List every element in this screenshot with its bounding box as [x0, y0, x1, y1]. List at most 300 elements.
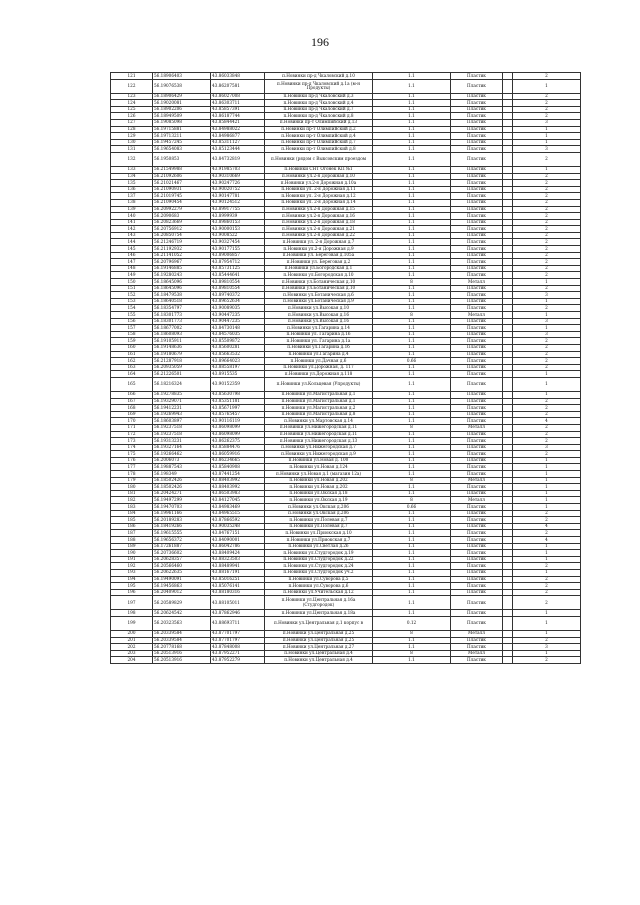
- longitude-cell: 43.84767151: [211, 530, 265, 537]
- volume-cell: 8: [373, 497, 451, 504]
- material-cell: Пластик: [451, 106, 503, 113]
- empty-cell: [503, 126, 513, 133]
- count-cell: 1: [513, 630, 581, 637]
- material-cell: Пластик: [451, 246, 503, 253]
- latitude-cell: 56.18301773: [153, 312, 211, 319]
- table-row: [111, 405, 581, 412]
- longitude-cell: 43.85671997: [211, 405, 265, 412]
- address-cell: п.Новинки ул.Новая д. 100: [265, 457, 373, 464]
- table-row: [111, 497, 581, 504]
- address-cell: п.Новинки ул. 2-я Дорожная д.7: [265, 239, 373, 246]
- empty-cell: [503, 657, 513, 664]
- table-row: [111, 444, 581, 451]
- address-cell: п.Новинки ул.2-я Дорожная д.21: [265, 226, 373, 233]
- material-cell: Пластик: [451, 589, 503, 596]
- address-cell: п.Новинки ул.Приокская д.7: [265, 537, 373, 544]
- volume-cell: 1.1: [373, 517, 451, 524]
- empty-cell: [503, 279, 513, 286]
- latitude-cell: 56.21019745: [153, 193, 211, 200]
- address-cell: п.Новинки ул.Ботаническая д.9: [265, 298, 373, 305]
- longitude-cell: 43.89860153: [211, 219, 265, 226]
- address-cell: п.Новинки ул.Нижегородская д.7: [265, 444, 373, 451]
- count-cell: 4: [513, 523, 581, 530]
- volume-cell: 0.66: [373, 504, 451, 511]
- latitude-cell: 56.20624542: [153, 610, 211, 617]
- page-number: 196: [311, 35, 329, 49]
- material-cell: Пластик: [451, 537, 503, 544]
- material-cell: Пластик: [451, 272, 503, 279]
- row-number-cell: 172: [111, 431, 153, 438]
- row-number-cell: 185: [111, 517, 153, 524]
- count-cell: 2: [513, 411, 581, 418]
- material-cell: Пластик: [451, 298, 503, 305]
- address-cell: п.Новинки ул.Нижегородская д.11: [265, 431, 373, 438]
- material-cell: Пластик: [451, 252, 503, 259]
- volume-cell: 1.1: [373, 418, 451, 425]
- longitude-cell: 43.87952271: [211, 650, 265, 657]
- row-number-cell: 140: [111, 213, 153, 220]
- volume-cell: 1.1: [373, 351, 451, 358]
- empty-cell: [503, 377, 513, 391]
- latitude-cell: 56.19237518: [153, 431, 211, 438]
- count-cell: 2: [513, 246, 581, 253]
- longitude-cell: 43.88105011: [211, 596, 265, 610]
- volume-cell: 1.1: [373, 265, 451, 272]
- address-cell: п.Новинки ул.Студгородок д.19: [265, 550, 373, 557]
- material-cell: Пластик: [451, 351, 503, 358]
- count-cell: 1: [513, 139, 581, 146]
- table-row: [111, 199, 581, 206]
- table-row: [111, 596, 581, 610]
- latitude-cell: 56.1950853: [153, 152, 211, 166]
- longitude-cell: 43.90177155: [211, 246, 265, 253]
- longitude-cell: 43.86098099: [211, 431, 265, 438]
- table-row: [111, 298, 581, 305]
- empty-cell: [503, 444, 513, 451]
- volume-cell: 1.1: [373, 569, 451, 576]
- count-cell: 2: [513, 637, 581, 644]
- empty-cell: [503, 173, 513, 180]
- row-number-cell: 121: [111, 73, 153, 80]
- empty-cell: [503, 193, 513, 200]
- latitude-cell: 56.18502426: [153, 484, 211, 491]
- longitude-cell: 43.89664023: [211, 358, 265, 365]
- volume-cell: 1.1: [373, 199, 451, 206]
- row-number-cell: 164: [111, 371, 153, 378]
- volume-cell: 8: [373, 279, 451, 286]
- address-cell: п.Новинки ул.Мартовская д.14: [265, 418, 373, 425]
- longitude-cell: 43.88489941: [211, 563, 265, 570]
- row-number-cell: 184: [111, 510, 153, 517]
- longitude-cell: 43.84732819: [211, 152, 265, 166]
- material-cell: Металл: [451, 424, 503, 431]
- longitude-cell: 43.88323503: [211, 556, 265, 563]
- empty-cell: [503, 610, 513, 617]
- empty-cell: [503, 219, 513, 226]
- volume-cell: 1.1: [373, 490, 451, 497]
- table-row: [111, 226, 581, 233]
- material-cell: Пластик: [451, 305, 503, 312]
- longitude-cell: 43.86033848: [211, 73, 265, 80]
- empty-cell: [503, 451, 513, 458]
- address-cell: п.Новинки ул.Дорожная д.118: [265, 371, 373, 378]
- row-number-cell: 144: [111, 239, 153, 246]
- table-row: [111, 556, 581, 563]
- volume-cell: 1.1: [373, 464, 451, 471]
- count-cell: 2: [513, 186, 581, 193]
- row-number-cell: 156: [111, 318, 153, 325]
- address-cell: п.Новинки ул.Магистральная д.1: [265, 398, 373, 405]
- address-cell: п.Новинки пр-т Олимпийский д.2: [265, 126, 373, 133]
- count-cell: 2: [513, 589, 581, 596]
- volume-cell: 1.1: [373, 556, 451, 563]
- longitude-cell: 43.87701797: [211, 637, 265, 644]
- empty-cell: [503, 166, 513, 173]
- row-number-cell: 173: [111, 438, 153, 445]
- latitude-cell: 56.19313231: [153, 438, 211, 445]
- empty-cell: [503, 431, 513, 438]
- table-row: [111, 193, 581, 200]
- table-row: [111, 464, 581, 471]
- empty-cell: [503, 206, 513, 213]
- row-number-cell: 124: [111, 100, 153, 107]
- longitude-cell: 43.86027008: [211, 93, 265, 100]
- material-cell: Пластик: [451, 411, 503, 418]
- material-cell: Пластик: [451, 79, 503, 93]
- count-cell: 2: [513, 239, 581, 246]
- count-cell: 2: [513, 173, 581, 180]
- row-number-cell: 141: [111, 219, 153, 226]
- empty-cell: [503, 457, 513, 464]
- latitude-cell: 56.20566460: [153, 563, 211, 570]
- material-cell: Пластик: [451, 398, 503, 405]
- latitude-cell: 56.19412231: [153, 405, 211, 412]
- longitude-cell: 43.89810554: [211, 279, 265, 286]
- longitude-cell: 43.90327454: [211, 239, 265, 246]
- count-cell: 1: [513, 477, 581, 484]
- latitude-cell: 56.19180679: [153, 351, 211, 358]
- volume-cell: 1.1: [373, 338, 451, 345]
- material-cell: Пластик: [451, 451, 503, 458]
- latitude-cell: 56.19490091: [153, 576, 211, 583]
- address-cell: п.Новинки ул.Светлая д.26: [265, 543, 373, 550]
- latitude-cell: 56.18301773: [153, 318, 211, 325]
- empty-cell: [503, 93, 513, 100]
- longitude-cell: 43.85663532: [211, 351, 265, 358]
- row-number-cell: 149: [111, 272, 153, 279]
- latitude-cell: 56.18479538: [153, 292, 211, 299]
- count-cell: 2: [513, 213, 581, 220]
- longitude-cell: 43.89740372: [211, 292, 265, 299]
- empty-cell: [503, 139, 513, 146]
- table-row: [111, 312, 581, 319]
- empty-cell: [503, 543, 513, 550]
- empty-cell: [503, 517, 513, 524]
- address-cell: п.Новинки ул.Полевая д.7: [265, 517, 373, 524]
- address-cell: п.Новинки ул.Ботаническая д.6: [265, 292, 373, 299]
- empty-cell: [503, 569, 513, 576]
- longitude-cell: 43.87954712: [211, 259, 265, 266]
- volume-cell: 1.1: [373, 126, 451, 133]
- row-number-cell: 170: [111, 418, 153, 425]
- address-cell: п.Новинки ул.Новая д.1 (магазин 12а): [265, 471, 373, 478]
- longitude-cell: 43.90020752: [211, 186, 265, 193]
- longitude-cell: 43.90000153: [211, 226, 265, 233]
- row-number-cell: 163: [111, 364, 153, 371]
- volume-cell: 1.1: [373, 331, 451, 338]
- volume-cell: 1.1: [373, 318, 451, 325]
- address-cell: п.Новинки ул.Новая д.202: [265, 484, 373, 491]
- table-row: [111, 616, 581, 630]
- empty-cell: [503, 398, 513, 405]
- volume-cell: 1.1: [373, 252, 451, 259]
- address-cell: п.Новинки пр-т Олимпийский д.8: [265, 146, 373, 153]
- empty-cell: [503, 312, 513, 319]
- address-cell: п.Новинки ул.Студгородок уч.2: [265, 569, 373, 576]
- row-number-cell: 158: [111, 331, 153, 338]
- longitude-cell: 43.86042786: [211, 543, 265, 550]
- row-number-cell: 187: [111, 530, 153, 537]
- address-cell: п.Новинки ул.Нижегородская д.11: [265, 424, 373, 431]
- table-row: [111, 325, 581, 332]
- volume-cell: 1.1: [373, 106, 451, 113]
- address-cell: п.Новинки ул.Гагарина д.1б: [265, 344, 373, 351]
- material-cell: Пластик: [451, 239, 503, 246]
- longitude-cell: 43.85884476: [211, 444, 265, 451]
- count-cell: 1: [513, 312, 581, 319]
- row-number-cell: 134: [111, 173, 153, 180]
- table-row: [111, 338, 581, 345]
- table-row: [111, 232, 581, 239]
- empty-cell: [503, 252, 513, 259]
- row-number-cell: 162: [111, 358, 153, 365]
- latitude-cell: 56.19961166: [153, 510, 211, 517]
- volume-cell: 1.1: [373, 79, 451, 93]
- material-cell: Пластик: [451, 610, 503, 617]
- count-cell: 2: [513, 180, 581, 187]
- empty-cell: [503, 477, 513, 484]
- latitude-cell: 56.20339584: [153, 637, 211, 644]
- table-row: [111, 133, 581, 140]
- material-cell: Пластик: [451, 543, 503, 550]
- count-cell: 2: [513, 106, 581, 113]
- table-row: [111, 331, 581, 338]
- empty-cell: [503, 550, 513, 557]
- volume-cell: 1.1: [373, 166, 451, 173]
- row-number-cell: 136: [111, 186, 153, 193]
- count-cell: 1: [513, 616, 581, 630]
- count-cell: 2: [513, 226, 581, 233]
- material-cell: Пластик: [451, 265, 503, 272]
- material-cell: Пластик: [451, 226, 503, 233]
- table-row: [111, 510, 581, 517]
- address-cell: п.Новинки ул.Магистральная д.2: [265, 405, 373, 412]
- count-cell: 1: [513, 166, 581, 173]
- material-cell: Металл: [451, 650, 503, 657]
- table-row: [111, 206, 581, 213]
- row-number-cell: 135: [111, 180, 153, 187]
- empty-cell: [503, 644, 513, 651]
- latitude-cell: 56.19269943: [153, 411, 211, 418]
- row-number-cell: 180: [111, 484, 153, 491]
- count-cell: 1: [513, 650, 581, 657]
- count-cell: 1: [513, 279, 581, 286]
- empty-cell: [503, 259, 513, 266]
- table-row: [111, 180, 581, 187]
- table-row: [111, 351, 581, 358]
- table-row: [111, 576, 581, 583]
- material-cell: Пластик: [451, 576, 503, 583]
- material-cell: Пластик: [451, 133, 503, 140]
- latitude-cell: 56.20409012: [153, 589, 211, 596]
- empty-cell: [503, 79, 513, 93]
- address-cell: п.Новинки ул.Богородская д.1: [265, 265, 373, 272]
- longitude-cell: 43.90035248: [211, 523, 265, 530]
- material-cell: Пластик: [451, 364, 503, 371]
- table-row: [111, 637, 581, 644]
- volume-cell: 8: [373, 650, 451, 657]
- row-number-cell: 182: [111, 497, 153, 504]
- material-cell: Пластик: [451, 504, 503, 511]
- count-cell: 2: [513, 530, 581, 537]
- address-cell: п.Новинки ул.Суворова д.5: [265, 576, 373, 583]
- count-cell: 2: [513, 583, 581, 590]
- count-cell: 3: [513, 318, 581, 325]
- latitude-cell: 56.19076538: [153, 79, 211, 93]
- address-cell: п.Новинки ул.Ботаническая д.10: [265, 285, 373, 292]
- count-cell: 2: [513, 206, 581, 213]
- row-number-cell: 203: [111, 650, 153, 657]
- table-row: [111, 424, 581, 431]
- longitude-cell: 43.90310669: [211, 173, 265, 180]
- volume-cell: 1.1: [373, 219, 451, 226]
- volume-cell: 1.1: [373, 325, 451, 332]
- row-number-cell: 161: [111, 351, 153, 358]
- row-number-cell: 183: [111, 504, 153, 511]
- count-cell: 2: [513, 657, 581, 664]
- volume-cell: 1.1: [373, 298, 451, 305]
- table-row: [111, 657, 581, 664]
- latitude-cell: 56.19105911: [153, 338, 211, 345]
- latitude-cell: 56.19497299: [153, 497, 211, 504]
- empty-cell: [503, 418, 513, 425]
- count-cell: 1: [513, 471, 581, 478]
- material-cell: Пластик: [451, 259, 503, 266]
- longitude-cell: 43.85840908: [211, 464, 265, 471]
- empty-cell: [503, 490, 513, 497]
- empty-cell: [503, 146, 513, 153]
- empty-cell: [503, 331, 513, 338]
- table-row: [111, 630, 581, 637]
- address-cell: п.Новинки ул.Центральная д.16а (Студгородок): [265, 596, 373, 610]
- row-number-cell: 176: [111, 457, 153, 464]
- volume-cell: 1.1: [373, 246, 451, 253]
- count-cell: 3: [513, 444, 581, 451]
- empty-cell: [503, 113, 513, 120]
- longitude-cell: 43.91985703: [211, 166, 265, 173]
- count-cell: 1: [513, 484, 581, 491]
- table-row: [111, 644, 581, 651]
- count-cell: 3: [513, 146, 581, 153]
- material-cell: Пластик: [451, 173, 503, 180]
- volume-cell: 1.1: [373, 523, 451, 530]
- latitude-cell: 56.198349: [153, 471, 211, 478]
- table-row: [111, 418, 581, 425]
- row-number-cell: 194: [111, 576, 153, 583]
- longitude-cell: 43.84988022: [211, 126, 265, 133]
- empty-cell: [503, 133, 513, 140]
- table-row: [111, 166, 581, 173]
- material-cell: Пластик: [451, 93, 503, 100]
- latitude-cell: 56.20628357: [153, 556, 211, 563]
- material-cell: Пластик: [451, 569, 503, 576]
- row-number-cell: 197: [111, 596, 153, 610]
- table-row: [111, 550, 581, 557]
- material-cell: Пластик: [451, 405, 503, 412]
- row-number-cell: 155: [111, 312, 153, 319]
- volume-cell: 1.1: [373, 391, 451, 398]
- table-row: [111, 252, 581, 259]
- longitude-cell: 43.89917755: [211, 206, 265, 213]
- table-row: [111, 358, 581, 365]
- address-cell: п.Новинки пр-д Чкаловский д.1а (м-н Продукты): [265, 79, 373, 93]
- material-cell: Пластик: [451, 358, 503, 365]
- count-cell: 1: [513, 464, 581, 471]
- material-cell: Пластик: [451, 530, 503, 537]
- empty-cell: [503, 265, 513, 272]
- address-cell: п.Новинки ул.Студгородок д.24: [265, 563, 373, 570]
- latitude-cell: 56.21092606: [153, 173, 211, 180]
- address-cell: п.Новинки ул. Гагарина д.1а: [265, 338, 373, 345]
- latitude-cell: 56.21549988: [153, 166, 211, 173]
- latitude-cell: 56.18502426: [153, 477, 211, 484]
- material-cell: Пластик: [451, 444, 503, 451]
- empty-cell: [503, 305, 513, 312]
- count-cell: 1: [513, 556, 581, 563]
- count-cell: 1: [513, 371, 581, 378]
- latitude-cell: 56.20850754: [153, 232, 211, 239]
- latitude-cell: 56.18906429: [153, 93, 211, 100]
- empty-cell: [503, 152, 513, 166]
- table-row: [111, 391, 581, 398]
- longitude-cell: 43.88558197: [211, 364, 265, 371]
- row-number-cell: 123: [111, 93, 153, 100]
- longitude-cell: 43.90152359: [211, 377, 265, 391]
- count-cell: 2: [513, 272, 581, 279]
- volume-cell: 1.1: [373, 543, 451, 550]
- table-row: [111, 173, 581, 180]
- address-cell: п.Новинки пр-т Олимпийский д.13: [265, 119, 373, 126]
- latitude-cell: 56.18902206: [153, 106, 211, 113]
- count-cell: 4: [513, 418, 581, 425]
- count-cell: 2: [513, 405, 581, 412]
- table-row: [111, 126, 581, 133]
- empty-cell: [503, 272, 513, 279]
- empty-cell: [503, 180, 513, 187]
- empty-cell: [503, 523, 513, 530]
- material-cell: Пластик: [451, 73, 503, 80]
- longitude-cell: 43.90124512: [211, 199, 265, 206]
- count-cell: 2: [513, 451, 581, 458]
- count-cell: 1: [513, 610, 581, 617]
- address-cell: п.Новинки ул.Дорожная, д. 117: [265, 364, 373, 371]
- volume-cell: 1.1: [373, 119, 451, 126]
- table-row: [111, 100, 581, 107]
- address-cell: п.Новинки ул.Высокая д.10: [265, 305, 373, 312]
- address-cell: п.Новинки ул.Нижегородская д.9: [265, 451, 373, 458]
- material-cell: Пластик: [451, 556, 503, 563]
- latitude-cell: 56.20823669: [153, 219, 211, 226]
